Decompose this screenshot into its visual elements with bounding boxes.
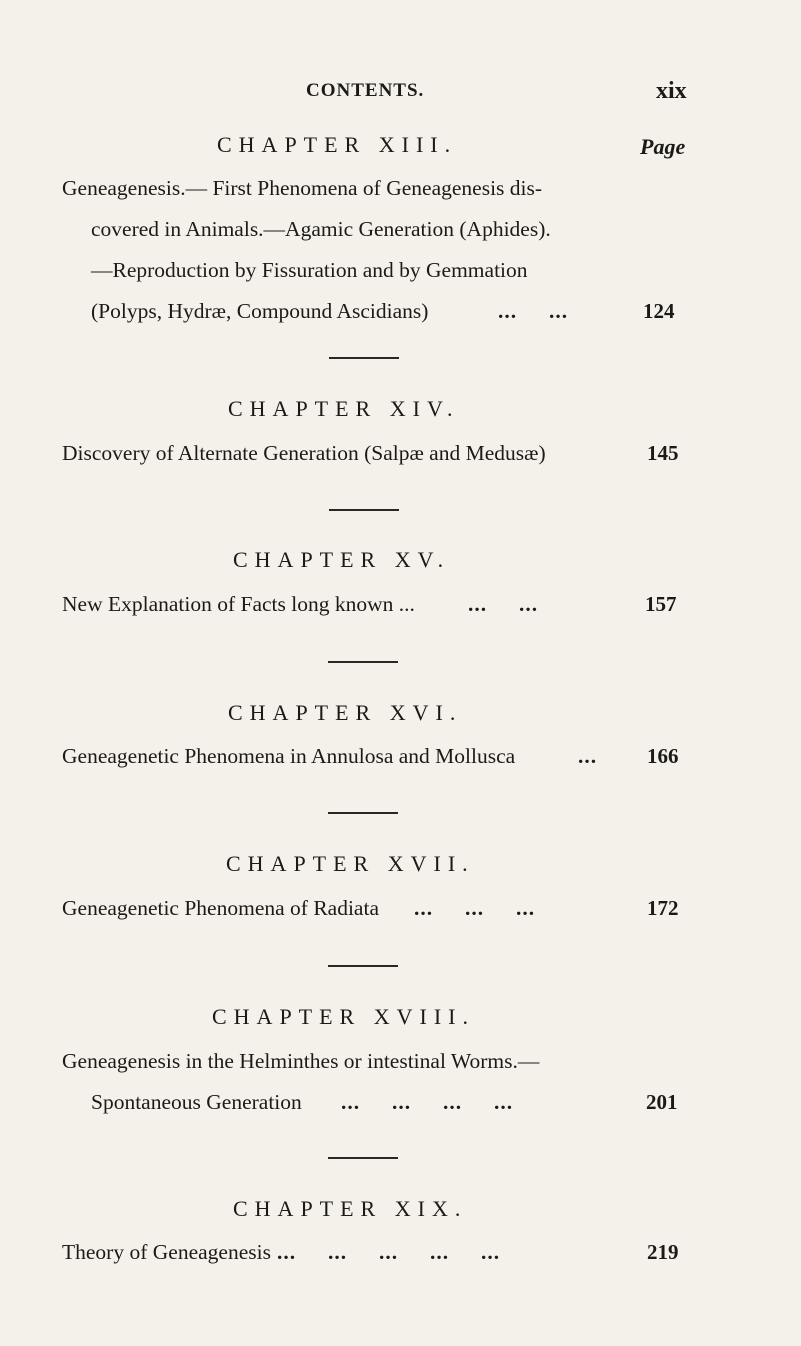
page-number: 157 <box>645 592 677 616</box>
entry-text-line: Discovery of Alternate Generation (Salpæ and Medusæ) <box>62 441 546 465</box>
section-divider <box>328 1157 398 1159</box>
section-divider <box>328 812 398 814</box>
chapter-heading: CHAPTER XVIII. <box>212 1004 475 1029</box>
entry-text-line: New Explanation of Facts long known ... <box>62 592 415 616</box>
page-number: 145 <box>647 441 679 465</box>
chapter-heading: CHAPTER XIX. <box>233 1196 468 1221</box>
chapter-heading: CHAPTER XV. <box>233 547 451 572</box>
chapter-heading: CHAPTER XVII. <box>226 851 475 876</box>
entry-text-line: Geneagenetic Phenomena of Radiata <box>62 896 379 920</box>
section-divider <box>328 965 398 967</box>
running-title: CONTENTS. <box>306 80 425 101</box>
page-number: 172 <box>647 896 679 920</box>
entry-text-line: Geneagenesis.— First Phenomena of Geneagenesis dis- <box>62 176 543 200</box>
dot-leader: ... ... <box>468 592 539 616</box>
section-divider <box>329 357 399 359</box>
entry-text-line: Spontaneous Generation <box>91 1090 302 1114</box>
dot-leader: ... ... ... <box>414 896 536 920</box>
dot-leader: ... ... ... ... ... <box>277 1240 501 1264</box>
dot-leader: ... <box>578 744 598 768</box>
chapter-heading: CHAPTER XIII. <box>217 132 458 157</box>
section-divider <box>329 509 399 511</box>
entry-text-line: Geneagenetic Phenomena in Annulosa and Mollusca <box>62 744 516 768</box>
section-divider <box>328 661 398 663</box>
dot-leader: ... ... <box>498 299 569 323</box>
dot-leader: ... ... ... ... <box>341 1090 514 1114</box>
entry-text-line: Theory of Geneagenesis <box>62 1240 271 1264</box>
entry-text-line: —Reproduction by Fissuration and by Gemmation <box>91 258 528 282</box>
page-number: 219 <box>647 1240 679 1264</box>
page-column-label: Page <box>640 134 686 159</box>
entry-text-line: covered in Animals.—Agamic Generation (Aphides). <box>91 217 551 241</box>
page-number: 124 <box>643 299 675 323</box>
chapter-heading: CHAPTER XVI. <box>228 700 463 725</box>
entry-text-line: Geneagenesis in the Helminthes or intestinal Worms.— <box>62 1049 540 1073</box>
page-number: 201 <box>646 1090 678 1114</box>
page-number: 166 <box>647 744 679 768</box>
entry-text-line: (Polyps, Hydræ, Compound Ascidians) <box>91 299 429 323</box>
chapter-heading: CHAPTER XIV. <box>228 396 460 421</box>
folio-number: xix <box>656 78 687 104</box>
